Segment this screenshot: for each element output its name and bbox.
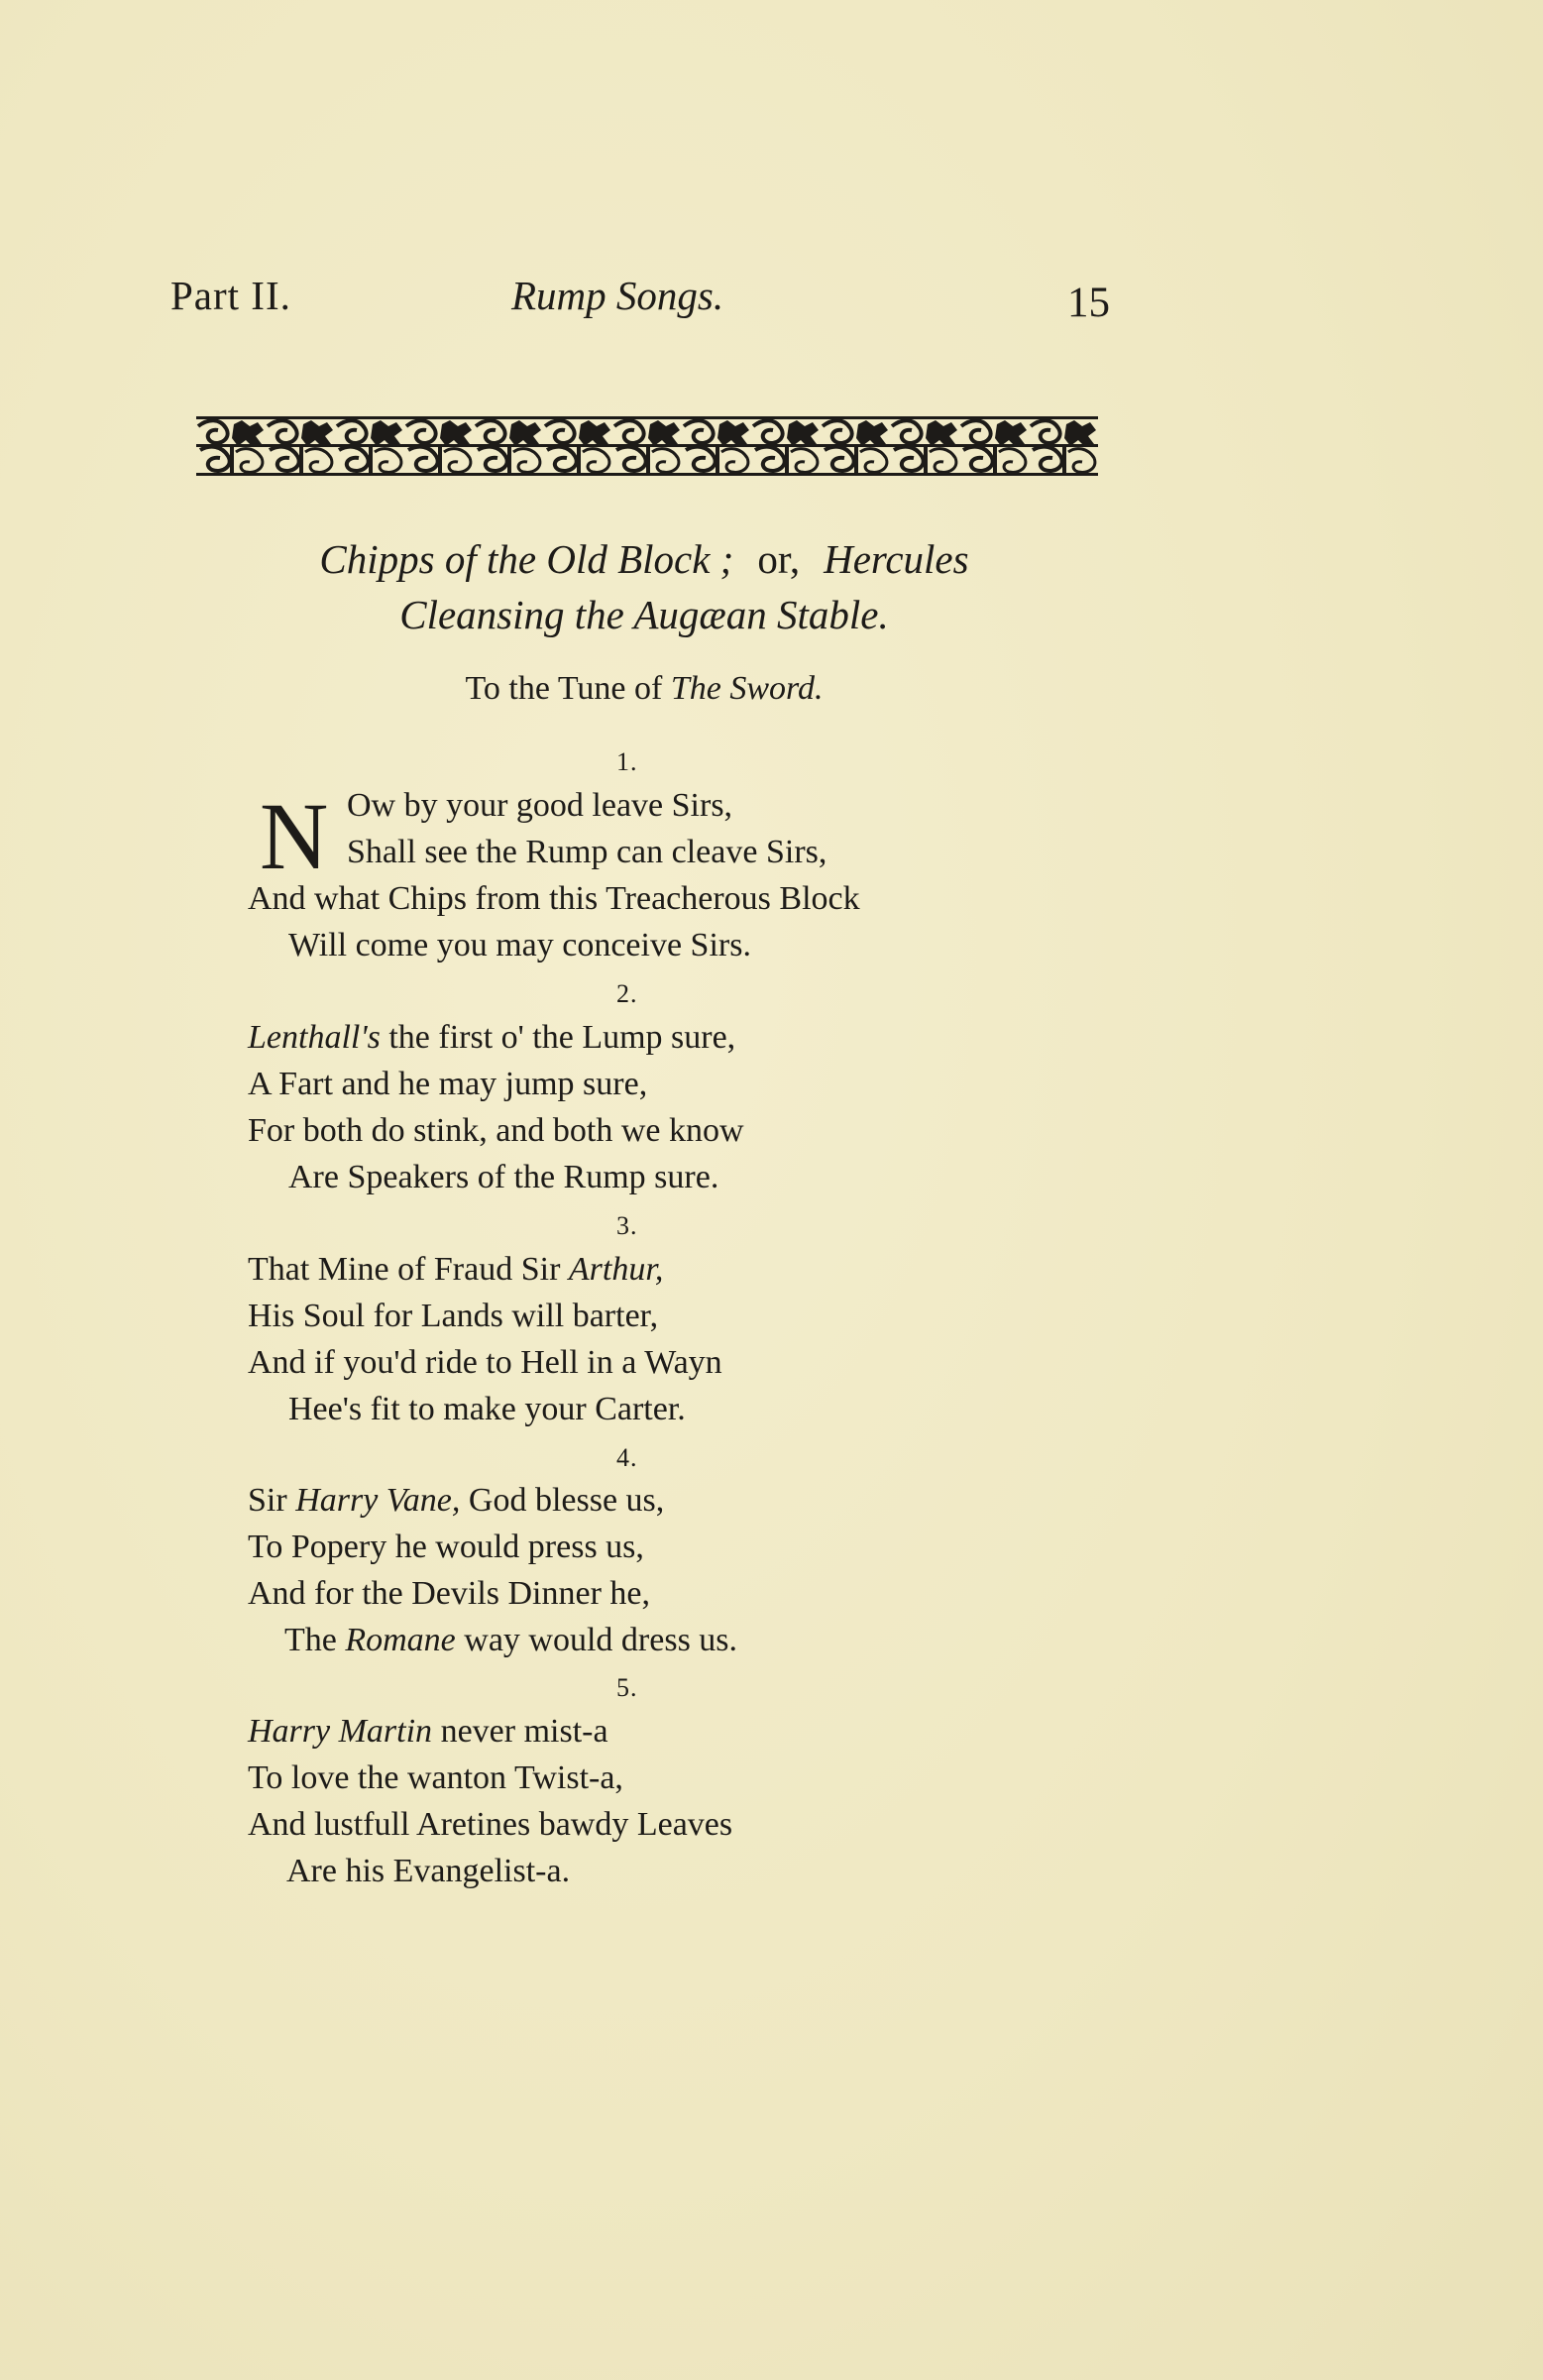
stanza-number-5: 5. <box>616 1673 638 1702</box>
verse-text: Sir <box>248 1482 296 1519</box>
verse-line: And if you'd ride to Hell in a Wayn <box>248 1344 722 1381</box>
verse-line: To love the wanton Twist-a, <box>248 1759 623 1796</box>
verse-line: A Fart and he may jump sure, <box>248 1066 648 1102</box>
ornament-band <box>196 416 1098 476</box>
verse-text: never mist-a <box>432 1713 608 1750</box>
verse-line <box>248 1253 663 1287</box>
verse-italic: Lenthall's <box>248 1019 381 1056</box>
part-label: Part II. <box>170 273 291 318</box>
verse-text: God blesse us, <box>460 1482 665 1519</box>
verse-line: For both do stink, and both we know <box>248 1112 744 1149</box>
song-title-part-1: Chipps of the Old Block ; <box>319 536 734 582</box>
verse-line: Hee's fit to make your Carter. <box>288 1391 686 1427</box>
stanza-number-3: 3. <box>616 1211 638 1240</box>
tune-prefix: To the Tune of <box>465 670 663 707</box>
stanza-number-4: 4. <box>616 1443 638 1472</box>
verse-line: Are Speakers of the Rump sure. <box>288 1159 719 1195</box>
stanza-number-2: 2. <box>616 979 638 1008</box>
verse-line <box>284 1624 737 1657</box>
verse-line: And lustfull Aretines bawdy Leaves <box>248 1806 733 1843</box>
song-title-line-2: Cleansing the Augæan Stable. <box>399 592 889 637</box>
verse-line: His Soul for Lands will barter, <box>248 1298 659 1334</box>
verse-line: And what Chips from this Treacherous Block <box>248 880 860 917</box>
verse-line: And for the Devils Dinner he, <box>248 1575 651 1612</box>
verse-line <box>248 1715 608 1749</box>
tune-line <box>119 672 1169 706</box>
stanza-number-1: 1. <box>616 747 638 776</box>
verse-italic: Romane <box>345 1622 456 1658</box>
verse-text: way would dress us. <box>455 1622 738 1658</box>
song-title-part-2: Hercules <box>824 536 969 582</box>
verse-italic: Harry Vane, <box>295 1482 461 1519</box>
verse-line <box>248 1021 735 1055</box>
page-number: 15 <box>1067 280 1110 326</box>
verse-italic: Harry Martin <box>248 1713 433 1750</box>
running-title: Rump Songs. <box>511 273 724 318</box>
song-title-line-1 <box>119 536 1169 582</box>
verse-line <box>248 1484 664 1518</box>
verse-text: That Mine of Fraud Sir <box>248 1251 569 1288</box>
verse-text: the first o' the Lump sure, <box>380 1019 736 1056</box>
drop-cap: N <box>260 783 329 889</box>
verse-italic: Arthur, <box>568 1251 664 1288</box>
tune-name: The Sword. <box>670 670 824 707</box>
verse-line: Ow by your good leave Sirs, <box>347 787 733 824</box>
verse-text: The <box>284 1622 346 1658</box>
verse-line: Will come you may conceive Sirs. <box>288 927 751 963</box>
verse-line: Shall see the Rump can cleave Sirs, <box>347 834 827 870</box>
verse-line: Are his Evangelist-a. <box>286 1853 571 1889</box>
verse-line: To Popery he would press us, <box>248 1529 644 1565</box>
title-or: or, <box>757 536 801 582</box>
